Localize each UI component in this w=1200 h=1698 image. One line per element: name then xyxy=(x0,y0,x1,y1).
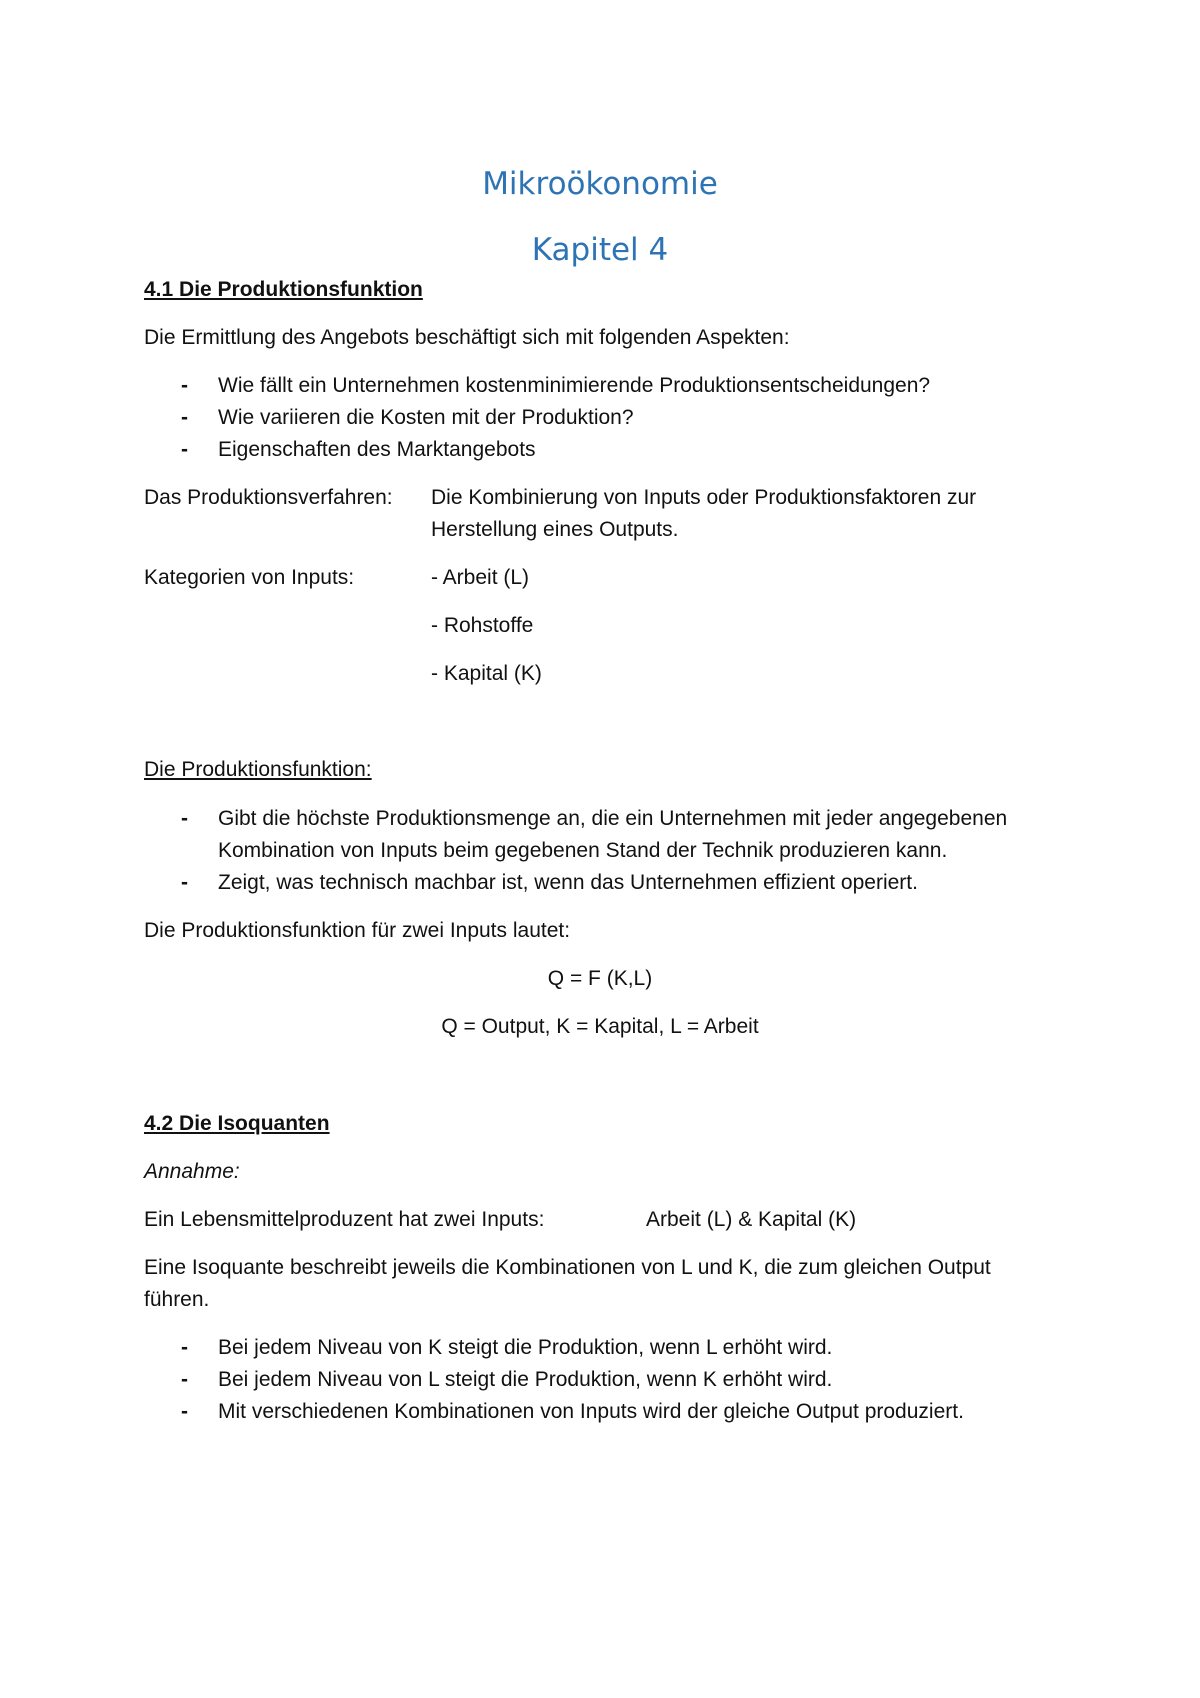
pf-two-inputs: Die Produktionsfunktion für zwei Inputs lautet: xyxy=(144,919,571,942)
document-title: Mikroökonomie xyxy=(482,166,718,202)
section-heading-4-2: 4.2 Die Isoquanten xyxy=(144,1112,330,1135)
list-item: Eigenschaften des Marktangebots xyxy=(218,438,536,461)
verfahren-definition-cont: Herstellung eines Outputs. xyxy=(431,518,679,541)
input-category: - Rohstoffe xyxy=(431,614,534,637)
isoquant-definition-cont: führen. xyxy=(144,1288,210,1311)
producer-label: Ein Lebensmittelproduzent hat zwei Inputs: xyxy=(144,1208,545,1231)
input-category: - Arbeit (L) xyxy=(431,566,530,589)
bullet-dash: - xyxy=(181,438,188,461)
pf-heading: Die Produktionsfunktion: xyxy=(144,758,372,781)
document-subtitle: Kapitel 4 xyxy=(531,232,669,268)
section-heading-4-1: 4.1 Die Produktionsfunktion xyxy=(144,278,423,301)
list-item: Bei jedem Niveau von K steigt die Produktion, wenn L erhöht wird. xyxy=(218,1336,833,1359)
bullet-dash: - xyxy=(181,1336,188,1359)
list-item: Gibt die höchste Produktionsmenge an, die ein Unternehmen mit jeder angegebenen xyxy=(218,807,1008,830)
formula-legend: Q = Output, K = Kapital, L = Arbeit xyxy=(441,1015,759,1038)
producer-value: Arbeit (L) & Kapital (K) xyxy=(646,1208,857,1231)
annahme-label: Annahme: xyxy=(144,1160,240,1183)
list-item: Bei jedem Niveau von L steigt die Produktion, wenn K erhöht wird. xyxy=(218,1368,833,1391)
list-item: Zeigt, was technisch machbar ist, wenn das Unternehmen effizient operiert. xyxy=(218,871,918,894)
list-item-cont: Kombination von Inputs beim gegebenen Stand der Technik produzieren kann. xyxy=(218,839,948,862)
list-item: Wie fällt ein Unternehmen kostenminimierende Produktionsentscheidungen? xyxy=(218,374,931,397)
bullet-dash: - xyxy=(181,374,188,397)
list-item: Mit verschiedenen Kombinationen von Inputs wird der gleiche Output produziert. xyxy=(218,1400,964,1423)
verfahren-definition: Die Kombinierung von Inputs oder Produktionsfaktoren zur xyxy=(431,486,977,509)
list-item: Wie variieren die Kosten mit der Produktion? xyxy=(218,406,634,429)
bullet-dash: - xyxy=(181,1368,188,1391)
verfahren-label: Das Produktionsverfahren: xyxy=(144,486,393,509)
formula: Q = F (K,L) xyxy=(547,967,653,990)
kategorien-label: Kategorien von Inputs: xyxy=(144,566,355,589)
bullet-dash: - xyxy=(181,871,188,894)
bullet-dash: - xyxy=(181,807,188,830)
intro-paragraph: Die Ermittlung des Angebots beschäftigt sich mit folgenden Aspekten: xyxy=(144,326,790,349)
bullet-dash: - xyxy=(181,1400,188,1423)
isoquant-definition: Eine Isoquante beschreibt jeweils die Kombinationen von L und K, die zum gleichen Output xyxy=(144,1256,991,1279)
input-category: - Kapital (K) xyxy=(431,662,542,685)
bullet-dash: - xyxy=(181,406,188,429)
